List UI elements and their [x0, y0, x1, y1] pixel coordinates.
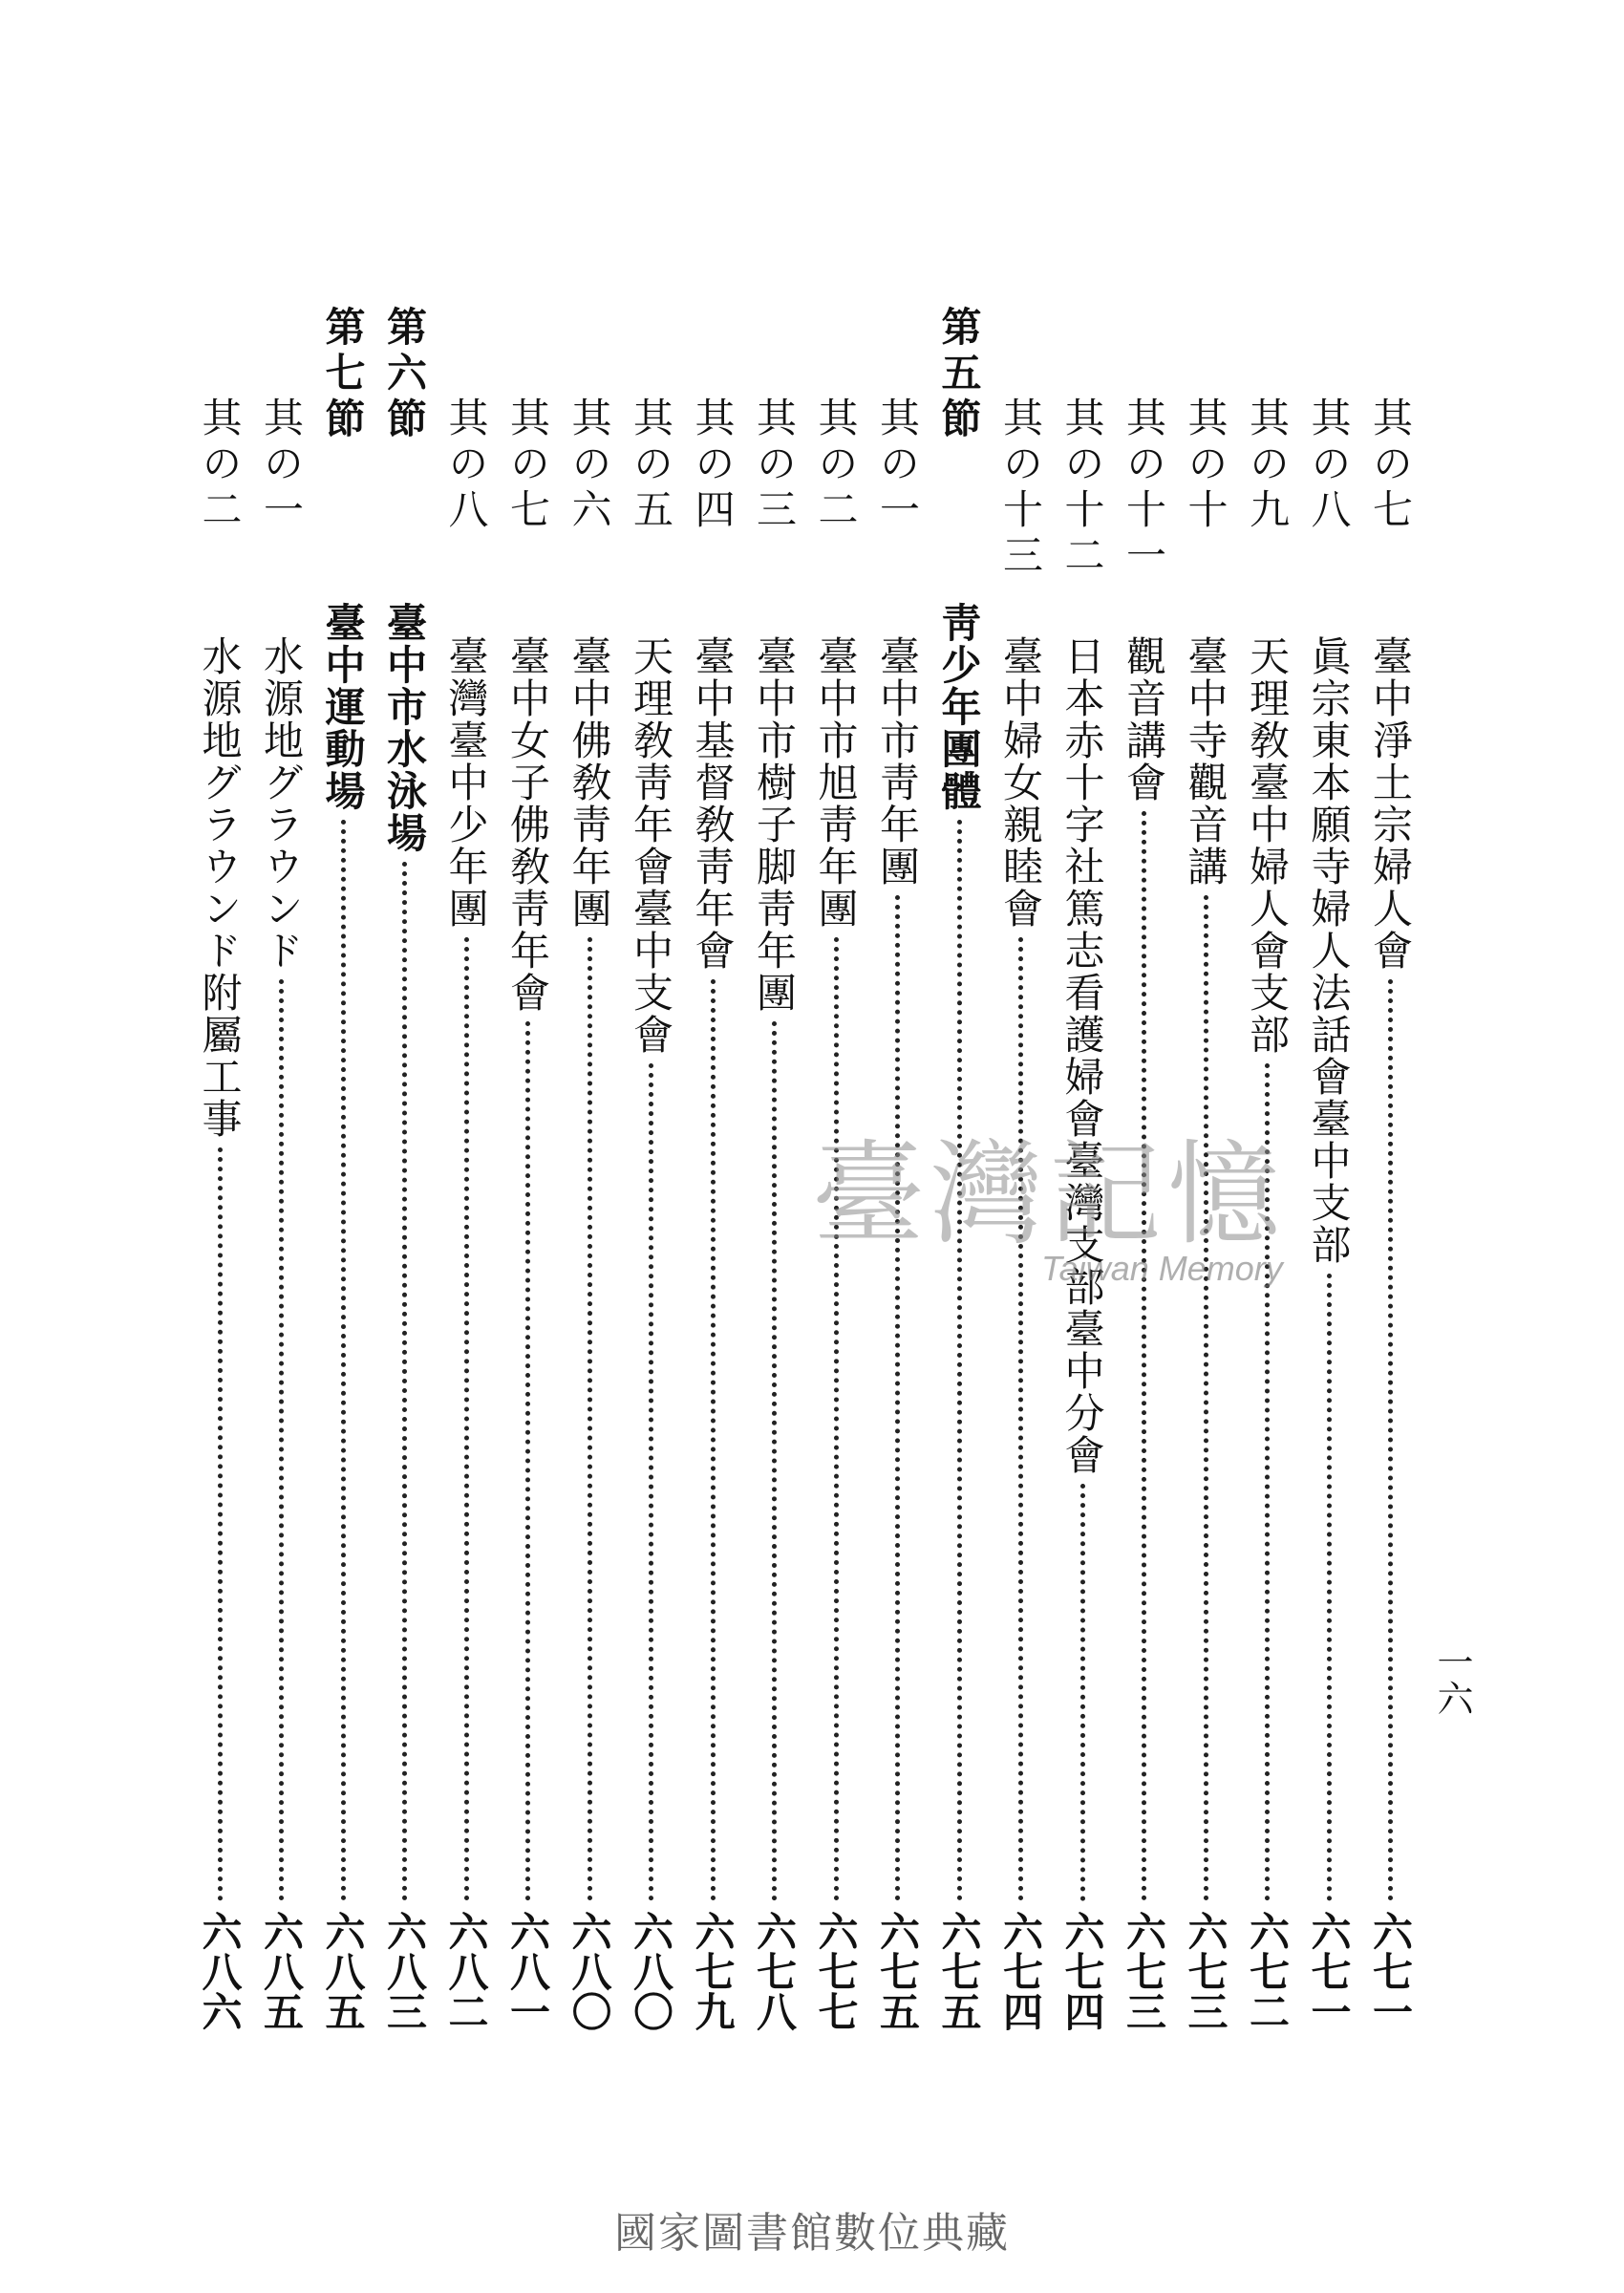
toc-entry [807, 0, 865, 2293]
toc-entry-label: 其の十三 [997, 396, 1044, 580]
dot-leader [1080, 1484, 1085, 1901]
toc-entry-page-number: 六七五 [935, 1911, 983, 2031]
toc-entry [1238, 0, 1295, 2293]
toc-entry [561, 0, 618, 2293]
toc-entry-title: 水源地グラウンド附屬工事 [196, 635, 244, 1140]
footer-archive-label: 國家圖書館數位典藏 [614, 2209, 1010, 2258]
toc-section-entry [930, 0, 988, 2293]
toc-entry-title: 天理敎臺中婦人會支部 [1244, 635, 1291, 1056]
toc-entry-label: 其の七 [504, 396, 551, 534]
toc-entry-label: 第六節 [381, 306, 428, 443]
dot-leader [1265, 1063, 1270, 1901]
toc-entry [745, 0, 802, 2293]
dot-leader [279, 979, 284, 1901]
toc-entry-title: 臺中市靑年團 [874, 635, 921, 888]
toc-entry-label: 其の八 [1305, 396, 1353, 534]
dot-leader [1204, 895, 1208, 1901]
dot-leader [957, 820, 962, 1901]
toc-entry-page-number: 六七一 [1367, 1911, 1414, 2031]
toc-entry-page-number: 六七二 [1244, 1911, 1291, 2031]
toc-entry-page-number: 六八六 [196, 1911, 244, 2031]
toc-entry-label: 其の十二 [1058, 396, 1106, 580]
toc-entry-title: 臺中寺觀音講 [1182, 635, 1229, 888]
toc-entry-title: 靑少年團體 [935, 602, 983, 812]
toc-entry-title: 天理敎靑年會臺中支會 [628, 635, 674, 1056]
toc-entry [1115, 0, 1172, 2293]
toc-entry-label: 其の六 [566, 396, 613, 534]
watermark-subtext: Taiwan Memory [1041, 1249, 1283, 1288]
toc-entry [191, 0, 248, 2293]
toc-entry-label: 其の一 [258, 396, 305, 534]
dot-leader [341, 820, 346, 1901]
toc-entry-label: 其の十一 [1121, 396, 1167, 580]
toc-entry-page-number: 六八二 [442, 1911, 490, 2031]
toc-entry [1054, 0, 1111, 2293]
dot-leader [772, 1021, 777, 1901]
toc-entry-title: 臺中市旭靑年團 [812, 635, 860, 930]
toc-entry-title: 臺中基督敎靑年會 [689, 635, 737, 972]
toc-section-entry [314, 0, 372, 2293]
toc-entry-page-number: 六七四 [997, 1911, 1044, 2031]
dot-leader [1142, 811, 1146, 1901]
toc-entry-title: 臺中婦女親睦會 [997, 635, 1044, 930]
toc-entry-label: 其の十 [1182, 396, 1229, 534]
toc-entry-label: 其の九 [1244, 396, 1291, 534]
toc-entry [1361, 0, 1419, 2293]
toc-entry-page-number: 六八一 [504, 1911, 551, 2031]
toc-entry-page-number: 六七三 [1121, 1911, 1167, 2031]
toc-entry-label: 其の二 [196, 396, 244, 534]
toc-entry-title: 臺中市樹子脚靑年團 [751, 635, 798, 1014]
dot-leader [834, 937, 839, 1901]
toc-entry [438, 0, 495, 2293]
toc-entry-page-number: 六八五 [258, 1911, 305, 2031]
toc-entry-label: 其の一 [874, 396, 921, 534]
toc-entry-title: 臺中佛敎靑年團 [566, 635, 613, 930]
toc-entry-page-number: 六七四 [1058, 1911, 1106, 2031]
toc-entry [1300, 0, 1357, 2293]
toc-entry [499, 0, 556, 2293]
toc-entry-page-number: 六八三 [381, 1911, 428, 2031]
toc-entry-title: 臺中運動場 [319, 602, 367, 812]
toc-entry-page-number: 六七三 [1182, 1911, 1229, 2031]
toc-entry-label: 其の八 [442, 396, 490, 534]
toc-entry-label: 其の二 [812, 396, 860, 534]
toc-entry-title: 臺中淨土宗婦人會 [1367, 635, 1414, 972]
toc-entry-page-number: 六八五 [319, 1911, 367, 2031]
toc-entry-title: 眞宗東本願寺婦人法話會臺中支部 [1305, 635, 1353, 1266]
dot-leader [464, 937, 469, 1901]
dot-leader [1388, 979, 1393, 1901]
toc-entry-page-number: 六七九 [689, 1911, 737, 2031]
toc-entry [684, 0, 741, 2293]
toc-entry-title: 臺中女子佛敎靑年會 [504, 635, 551, 1014]
toc-entry [252, 0, 310, 2293]
toc-entry-page-number: 六七一 [1305, 1911, 1353, 2031]
toc-entry-label: 其の四 [689, 396, 737, 534]
toc-section-entry [375, 0, 433, 2293]
dot-leader [525, 1021, 530, 1901]
toc-entry-page-number: 六八〇 [628, 1911, 674, 2031]
dot-leader [402, 862, 407, 1901]
toc-entry-title: 臺中市水泳場 [381, 602, 428, 854]
toc-entry [1177, 0, 1234, 2293]
dot-leader [218, 1147, 223, 1901]
dot-leader [711, 979, 716, 1901]
toc-entry-title: 臺灣臺中少年團 [442, 635, 490, 930]
toc-entry-label: 第七節 [319, 306, 367, 443]
watermark-text: 臺灣記憶 [812, 1128, 1287, 1260]
dot-leader [1327, 1274, 1332, 1901]
toc-entry-page-number: 六七七 [812, 1911, 860, 2031]
page-folio: 一六 [1431, 1643, 1473, 1716]
dot-leader [588, 937, 592, 1901]
toc-entry-page-number: 六七五 [874, 1911, 921, 2031]
toc-entry-label: 其の三 [751, 396, 798, 534]
toc-entry-title: 水源地グラウンド [258, 635, 305, 972]
toc-entry-title: 日本赤十字社篤志看護婦會臺灣支部臺中分會 [1058, 635, 1106, 1476]
toc-entry-title: 觀音講會 [1121, 635, 1167, 804]
toc-entry-label: 第五節 [935, 306, 983, 443]
dot-leader [895, 895, 900, 1901]
toc-entry-label: 其の五 [628, 396, 674, 534]
dot-leader [1018, 937, 1023, 1901]
toc-entry-page-number: 六八〇 [566, 1911, 613, 2031]
toc-entry-page-number: 六七八 [751, 1911, 798, 2031]
toc-entry [992, 0, 1049, 2293]
toc-entry [868, 0, 926, 2293]
toc-entry [622, 0, 679, 2293]
dot-leader [649, 1063, 653, 1901]
toc-entry-label: 其の七 [1367, 396, 1414, 534]
